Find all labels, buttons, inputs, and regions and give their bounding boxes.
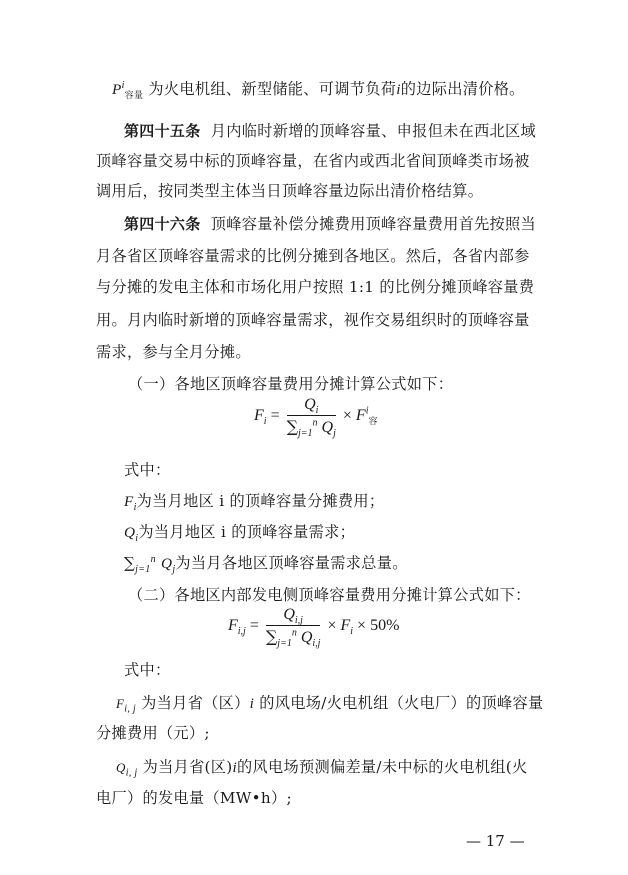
formula-2: $F_{i,j}$ = $\frac{Q_{i,j}}{\sum_{j=1}^n Q_{i,j}}$ × $F_i \times 50\%$ bbox=[228, 606, 400, 650]
article-46-line-1: 第四十六条 顶峰容量补偿分摊费用顶峰容量费用首先按照当 bbox=[124, 215, 537, 233]
price-symbol: $P^i_{容量}$ bbox=[112, 79, 144, 102]
article-45-line-3: 调用后，按同类型主体当日顶峰容量边际出清价格结算。 bbox=[96, 182, 484, 200]
p-definition-line: $P^i_{容量}$ 为火电机组、新型储能、可调节负荷i的边际出清价格。 bbox=[112, 79, 525, 102]
section-2-shizhong: 式中： bbox=[124, 661, 171, 679]
page-number: — 17 — bbox=[466, 832, 525, 850]
article-45-line-2: 顶峰容量交易中标的顶峰容量，在省内或西北省间顶峰类市场被 bbox=[96, 152, 530, 170]
section-1-shizhong: 式中： bbox=[124, 461, 171, 479]
article-46-line-4: 用。月内临时新增的顶峰容量需求，视作交易组织时的顶峰容量 bbox=[96, 311, 530, 329]
article-46-line-3: 与分摊的发电主体和市场化用户按照 1:1 的比例分摊顶峰容量费 bbox=[96, 278, 535, 296]
section-1-def-2: $Q_i$为当月地区 i 的顶峰容量需求； bbox=[124, 523, 356, 545]
article-46-line-5: 需求，参与全月分摊。 bbox=[96, 343, 251, 361]
section-1-def-3: $\sum_{j=1}^n$ $Q_j$为当月各地区顶峰容量需求总量。 bbox=[124, 553, 408, 576]
article-46-label: 第四十六条 bbox=[124, 215, 201, 233]
section-2-def-2-line-1: $Q_{i, j}$ 为当月省(区)i的风电场预测偏差量/未中标的火电机组(火 bbox=[116, 758, 528, 779]
formula-1: $F_i$ = $\frac{Q_i}{\sum_{j=1}^n Q_j}$ × $F^i_容$ bbox=[254, 396, 378, 440]
section-2-heading: （二）各地区内部发电侧顶峰容量费用分摊计算公式如下： bbox=[128, 586, 531, 604]
section-2-def-1-line-1: $F_{i, j}$ 为当月省（区）i 的风电场/火电机组（火电厂）的顶峰容量 bbox=[116, 694, 544, 715]
article-45-line-1: 第四十五条 月内临时新增的顶峰容量、申报但未在西北区域 bbox=[124, 122, 537, 140]
section-2-def-2-line-2: 电厂）的发电量（MW•h）; bbox=[96, 789, 292, 807]
article-45-label: 第四十五条 bbox=[124, 122, 201, 140]
section-1-def-1: $F_i$为当月地区 i 的顶峰容量分摊费用； bbox=[124, 492, 385, 514]
section-2-def-1-line-2: 分摊费用（元）; bbox=[96, 724, 210, 742]
article-46-line-2: 月各省区顶峰容量需求的比例分摊到各地区。然后，各省内部参 bbox=[96, 247, 530, 265]
section-1-heading: （一）各地区顶峰容量费用分摊计算公式如下： bbox=[128, 375, 454, 393]
